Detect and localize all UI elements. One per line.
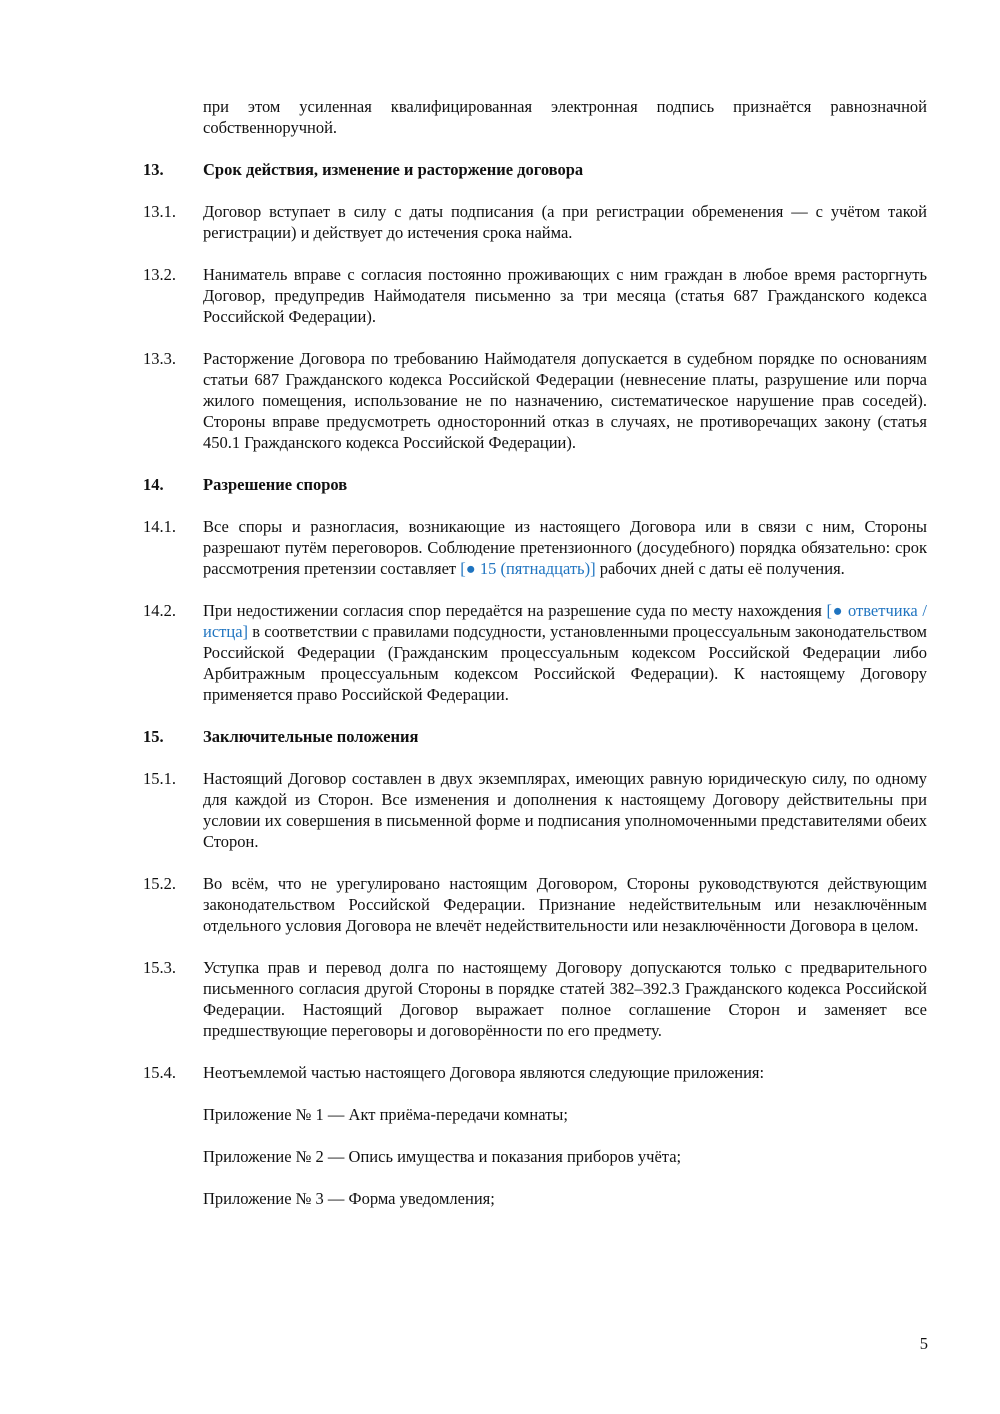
clause-15-4 [143, 1062, 927, 1083]
section-number: 15. [143, 727, 164, 746]
clause-number: 14.1. [143, 517, 176, 536]
clause-text-after: рабочих дней с даты её получения. [595, 559, 845, 578]
placeholder-field: [● 15 (пятнадцать)] [460, 559, 596, 578]
clause-number: 15.4. [143, 1063, 176, 1082]
section-heading-15 [143, 726, 927, 747]
page-content [143, 96, 927, 1230]
clause-text: Настоящий Договор составлен в двух экземплярах, имеющих равную юридическую силу, по одному для каждой из Сторон. Все изменения и дополнения к настоящему Договору действительны при условии их совершения в письменной форме и подписания уполномоченными представителями обеих Сторон. [203, 769, 927, 851]
section-heading-13 [143, 159, 927, 180]
clause-text-after: в соответствии с правилами подсудности, установленными процессуальным законодательством Российской Федерации (Гражданским процессуальным кодексом Российской Федерации либо Арбитражным процессуальным кодексом Российской Федерации). К настоящему Договору применяется право Российской Федерации. [203, 622, 927, 704]
clause-text [203, 516, 927, 579]
clause-15-2 [143, 873, 927, 936]
clause-number: 13.1. [143, 202, 176, 221]
section-heading-14 [143, 474, 927, 495]
continued-paragraph: при этом усиленная квалифицированная электронная подпись признаётся равнозначной собственноручной. [203, 97, 927, 137]
clause-text: Расторжение Договора по требованию Наймодателя допускается в судебном порядке по основаниям статьи 687 Гражданского кодекса Российской Федерации (невнесение платы, разрушение или порча жилого помещения, использование не по назначению, систематическое нарушение прав соседей). Стороны вправе предусмотреть односторонний отказ в случаях, не противоречащих закону (статья 450.1 Гражданского кодекса Российской Федерации). [203, 349, 927, 452]
clause-number: 14.2. [143, 601, 176, 620]
clause-number: 13.3. [143, 349, 176, 368]
annex-item: Приложение № 3 — Форма уведомления; [203, 1189, 495, 1208]
annex-item: Приложение № 1 — Акт приёма-передачи комнаты; [203, 1105, 568, 1124]
clause-text: Наниматель вправе с согласия постоянно проживающих с ним граждан в любое время расторгнуть Договор, предупредив Наймодателя письменно за три месяца (статья 687 Гражданского кодекса Российской Федерации). [203, 265, 927, 326]
clause-text [203, 600, 927, 705]
annex-item: Приложение № 2 — Опись имущества и показания приборов учёта; [203, 1147, 682, 1166]
clause-text-before: Все споры и разногласия, возникающие из настоящего Договора или в связи с ним, Стороны разрешают путём переговоров. Соблюдение претензионного (досудебного) порядка обязательно: срок рассмотрения претензии составляет [203, 517, 927, 578]
placeholder-field: [● ответчика / истца] [203, 601, 927, 641]
page-number: 5 [919, 1334, 928, 1353]
section-title: Разрешение споров [203, 475, 348, 494]
clause-14-1 [143, 516, 927, 579]
clause-14-2 [143, 600, 927, 705]
clause-text: Во всём, что не урегулировано настоящим Договором, Стороны руководствуются действующим законодательством Российской Федерации. Признание недействительным или незаключённым отдельного условия Договора не влечёт недействительности или незаключённости Договора в целом. [203, 874, 927, 935]
clause-15-1 [143, 768, 927, 852]
section-number: 13. [143, 160, 164, 179]
clause-text-before: При недостижении согласия спор передаётся на разрешение суда по месту нахождения [203, 601, 827, 620]
section-title: Заключительные положения [203, 727, 419, 746]
clause-13-1 [143, 201, 927, 243]
clause-number: 15.1. [143, 769, 176, 788]
clause-text: Неотъемлемой частью настоящего Договора являются следующие приложения: [203, 1063, 765, 1082]
clause-number: 15.3. [143, 958, 176, 977]
section-number: 14. [143, 475, 164, 494]
clause-15-3 [143, 957, 927, 1041]
section-title: Срок действия, изменение и расторжение договора [203, 160, 584, 179]
clause-text: Договор вступает в силу с даты подписания (а при регистрации обременения — с учётом такой регистрации) и действует до истечения срока найма. [203, 202, 927, 242]
clause-number: 15.2. [143, 874, 176, 893]
clause-number: 13.2. [143, 265, 176, 284]
clause-13-3 [143, 348, 927, 453]
clause-text: Уступка прав и перевод долга по настоящему Договору допускаются только с предварительного письменного согласия другой Стороны в порядке статей 382–392.3 Гражданского кодекса Российской Федерации. Настоящий Договор выражает полное соглашение Сторон и заменяет все предшествующие переговоры и договорённости по его предмету. [203, 958, 927, 1040]
clause-13-2 [143, 264, 927, 327]
